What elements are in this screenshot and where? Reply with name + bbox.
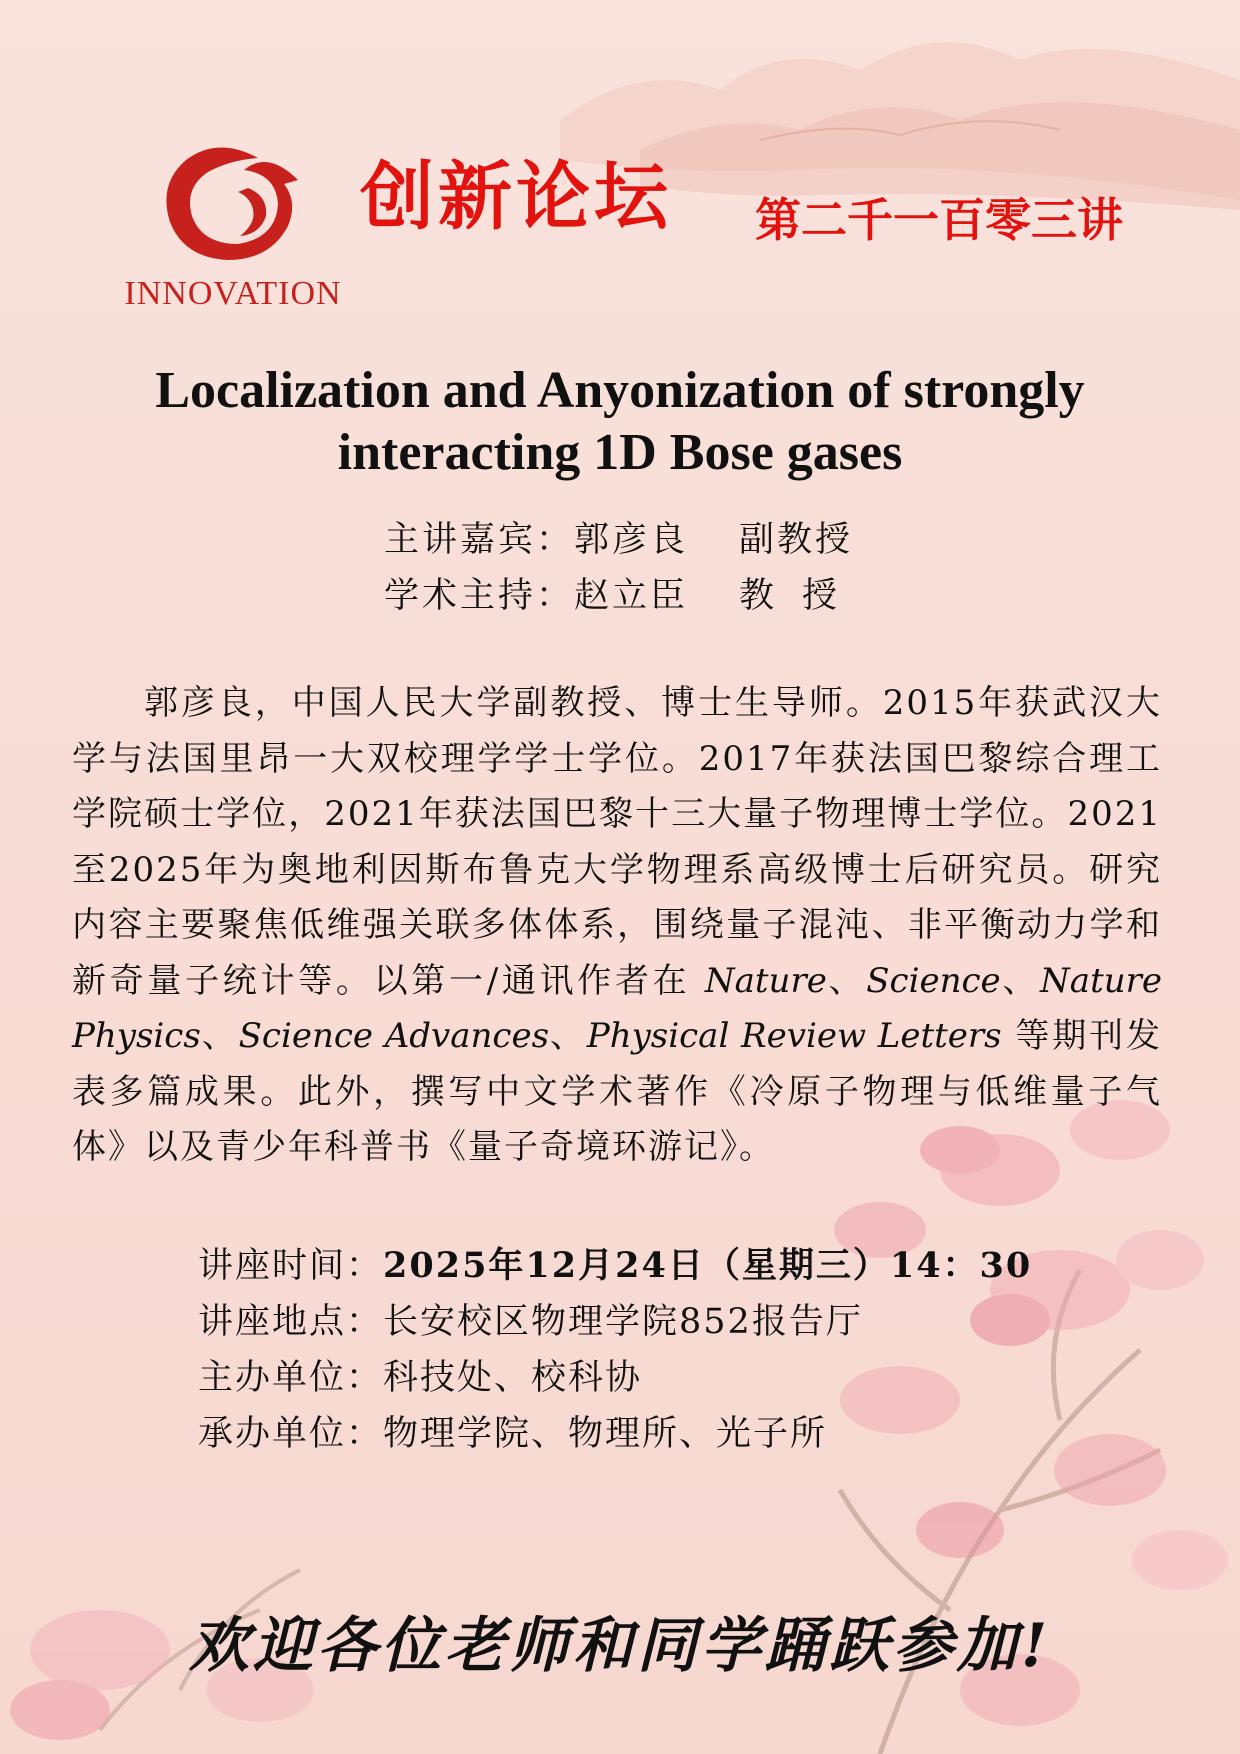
journal-nature-physics: Nature Physics xyxy=(72,960,1163,1056)
bio-text-1: 郭彦良，中国人民大学副教授、博士生导师。2015年获武汉大学与法国里昂一大双校理学学士学位。2017年获法国巴黎综合理工学院硕士学位，2021年获法国巴黎十三大量子物理博士学位。2021至2025年为奥地利因斯布鲁克大学物理系高级博士后研究员。研究内容主要聚焦低维强关联多体体系，围绕量子混沌、非平衡动力学和新奇量子统计等。以第一/通讯作者在 xyxy=(72,683,1162,1001)
roles-block xyxy=(384,512,865,624)
host-title: 教授 xyxy=(739,576,866,616)
speaker-row xyxy=(384,512,865,568)
forum-title: 创新论坛 xyxy=(360,154,672,240)
talk-title xyxy=(40,360,1200,484)
time-label: 讲座时间： xyxy=(198,1246,384,1286)
place-label: 讲座地点： xyxy=(198,1302,384,1342)
host-name: 赵立臣 xyxy=(574,576,689,616)
journal-science: Science xyxy=(866,960,1001,1001)
event-details xyxy=(198,1238,1032,1462)
journal-science-advances: Science Advances xyxy=(238,1016,550,1056)
organizer-value: 科技处、校科协 xyxy=(383,1358,643,1398)
co-organizer-row xyxy=(198,1406,1032,1462)
speaker-label: 主讲嘉宾： xyxy=(384,520,575,560)
time-row xyxy=(198,1238,1032,1294)
co-organizer-value: 物理学院、物理所、光子所 xyxy=(383,1414,828,1454)
journal-prl: Physical Review Letters xyxy=(586,1016,1002,1056)
speaker-title: 副教授 xyxy=(739,520,854,560)
bio-paragraph xyxy=(72,676,1162,1176)
journal-nature: Nature xyxy=(704,960,827,1001)
host-row xyxy=(384,568,865,624)
logo-text: INNOVATION xyxy=(124,275,342,312)
time-value: 2025年12月24日（星期三）14：30 xyxy=(383,1245,1033,1286)
organizer-row xyxy=(198,1350,1032,1406)
talk-title-line-1: Localization and Anyonization of strongly xyxy=(155,362,1085,419)
bio-sep-4: 、 xyxy=(549,1016,587,1056)
bio-text-2: 等期刊发表多篇成果。此外，撰写中文学术著作《冷原子物理与低维量子气体》以及青少年科普书《量子奇境环游记》。 xyxy=(72,1016,1163,1167)
speaker-name: 郭彦良 xyxy=(574,520,689,560)
place-row xyxy=(198,1294,1032,1350)
place-value: 长安校区物理学院852报告厅 xyxy=(383,1302,863,1342)
lecture-number: 第二千一百零三讲 xyxy=(755,193,1123,247)
bio-sep-2: 、 xyxy=(1000,960,1041,1001)
bio-sep-1: 、 xyxy=(826,960,867,1001)
organizer-label: 主办单位： xyxy=(198,1358,384,1398)
welcome-message: 欢迎各位老师和同学踊跃参加! xyxy=(188,1611,1052,1681)
host-label: 学术主持： xyxy=(384,576,575,616)
innovation-logo xyxy=(118,140,348,320)
bio-sep-3: 、 xyxy=(200,1016,239,1056)
talk-title-line-2: interacting 1D Bose gases xyxy=(337,424,903,481)
speaker-bio xyxy=(72,676,1162,1176)
co-organizer-label: 承办单位： xyxy=(198,1414,384,1454)
swirl-logo-icon xyxy=(148,140,318,270)
